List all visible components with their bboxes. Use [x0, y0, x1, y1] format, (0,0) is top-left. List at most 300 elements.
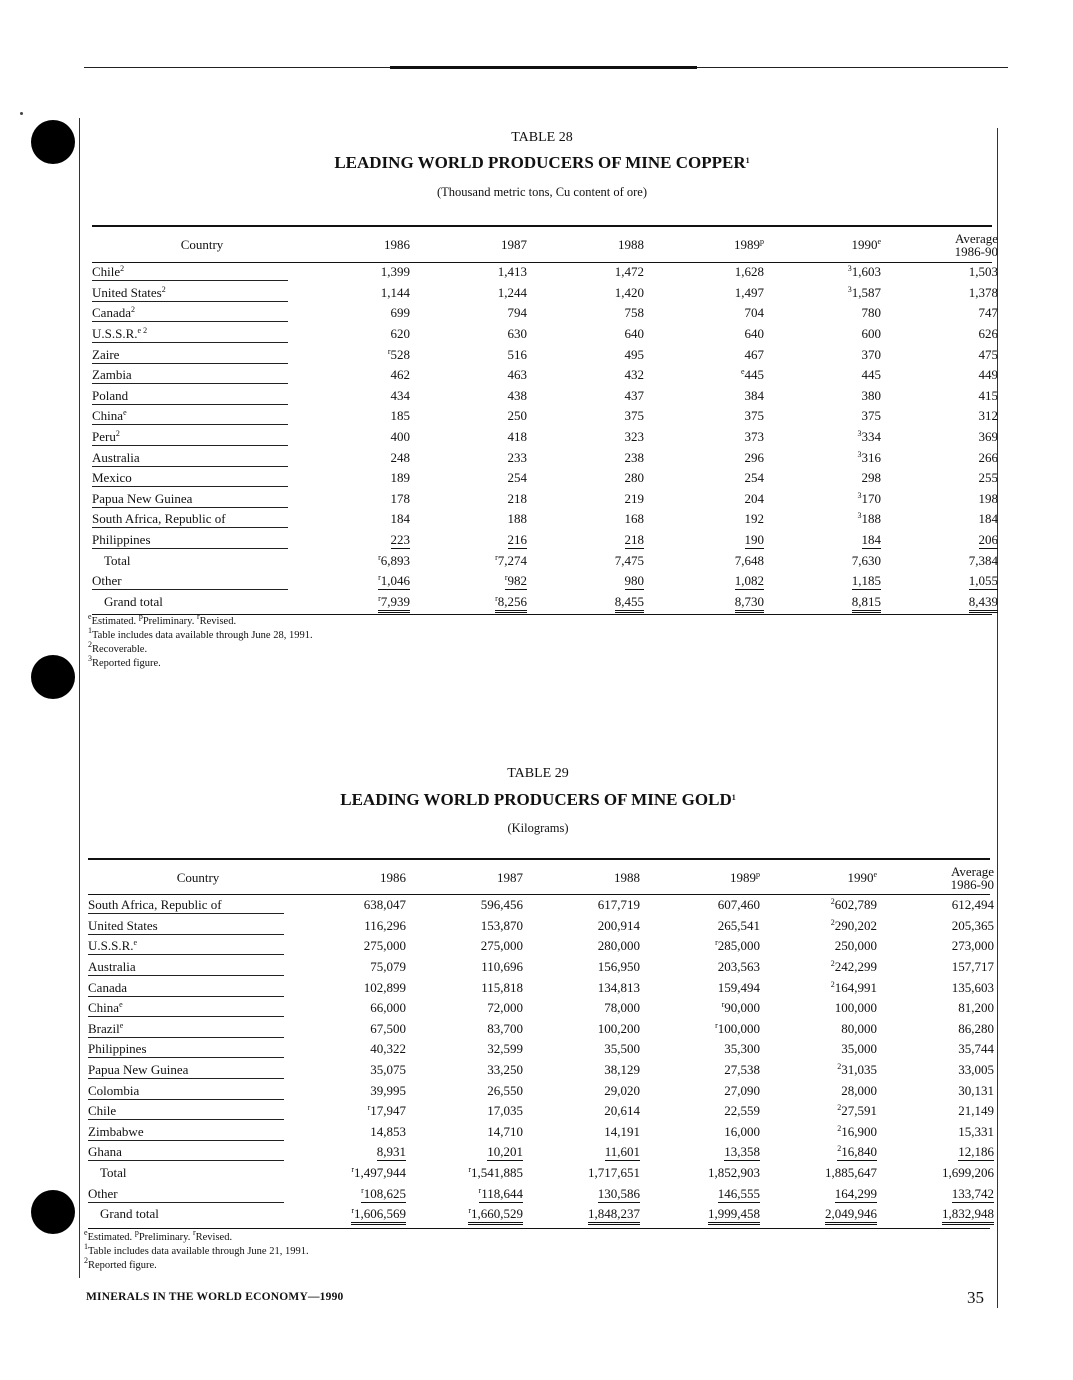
prefix-mark: r	[351, 1206, 354, 1216]
column-header	[523, 861, 640, 895]
value-cell	[760, 1039, 877, 1060]
cell-value	[745, 511, 765, 526]
cell-text: 27,538	[724, 1062, 760, 1078]
cell-text: 780	[861, 305, 881, 321]
cell-value	[508, 491, 528, 506]
cell-text: 1,541,885	[471, 1165, 523, 1181]
cell-value	[370, 1083, 406, 1098]
prefix-mark: 2	[830, 979, 835, 989]
cell-text: 8,730	[734, 593, 764, 609]
title-footnote-mark: 1	[745, 156, 750, 165]
cell-text: 1,587	[851, 284, 881, 300]
cell-value	[848, 285, 881, 300]
cell-text: 14,853	[370, 1123, 406, 1139]
table-29-bottom-rule	[88, 1228, 990, 1229]
cell-value	[391, 491, 411, 506]
value-cell	[881, 530, 998, 551]
cell-value	[370, 959, 406, 974]
column-header	[640, 861, 760, 895]
value-cell	[406, 1142, 523, 1163]
cell-text: 218	[507, 490, 527, 506]
value-cell	[644, 447, 764, 468]
footnote-text: Preliminary.	[142, 616, 197, 627]
row-label	[92, 552, 300, 569]
cell-value	[969, 594, 998, 613]
value-cell	[640, 1183, 760, 1204]
cell-text: 21,149	[958, 1103, 994, 1119]
cell-value	[958, 1144, 994, 1161]
table-row	[92, 468, 998, 489]
value-cell	[523, 1080, 640, 1101]
value-cell	[640, 1163, 760, 1184]
value-cell	[881, 324, 998, 345]
value-cell	[760, 1183, 877, 1204]
value-cell	[644, 571, 764, 592]
cell-text: 67,500	[370, 1020, 406, 1036]
cell-value	[715, 938, 760, 953]
footnote-mark: 2	[120, 264, 125, 274]
cell-value	[837, 1144, 877, 1161]
cell-value	[969, 573, 998, 590]
value-cell	[308, 895, 406, 916]
cell-value	[745, 450, 765, 465]
cell-value	[735, 264, 764, 279]
value-cell	[410, 324, 527, 345]
cell-text: 22,559	[724, 1103, 760, 1119]
cell-text: 116,296	[364, 917, 406, 933]
value-cell	[312, 550, 410, 571]
cell-value	[598, 959, 640, 974]
footnote-line	[88, 654, 313, 671]
row-label	[88, 979, 284, 997]
cell-text: 475	[978, 346, 998, 362]
country-cell	[92, 344, 312, 365]
cell-text: Other	[92, 573, 122, 589]
cell-value	[468, 1206, 523, 1225]
prefix-mark: 2	[830, 917, 835, 927]
cell-value	[370, 1062, 406, 1077]
cell-text: 607,460	[717, 897, 760, 913]
footnote-text: Preliminary.	[138, 1232, 193, 1243]
value-cell	[312, 509, 410, 530]
footnote-mark: 1	[84, 1242, 88, 1251]
row-label	[88, 1082, 284, 1100]
value-cell	[644, 262, 764, 283]
cell-text: 290,202	[834, 917, 877, 933]
value-cell	[877, 977, 994, 998]
row-label	[88, 1205, 296, 1222]
cell-text: 384	[744, 387, 764, 403]
value-cell	[760, 1060, 877, 1081]
table-28-footnotes	[88, 612, 313, 671]
value-cell	[644, 283, 764, 304]
value-cell	[523, 936, 640, 957]
value-cell	[877, 1122, 994, 1143]
value-cell	[527, 489, 644, 510]
value-cell	[881, 427, 998, 448]
cell-text: China	[92, 408, 124, 424]
column-header	[760, 861, 877, 895]
cell-text: 26,550	[487, 1082, 523, 1098]
table-29-gold-producers	[88, 861, 994, 1225]
value-cell	[760, 916, 877, 937]
header-text: 1987	[501, 237, 527, 252]
footnote-line	[88, 626, 313, 643]
footnote-mark: 2	[84, 1256, 88, 1265]
cell-value	[625, 305, 645, 320]
value-cell	[308, 1019, 406, 1040]
cell-text: 168	[624, 511, 644, 527]
value-cell	[760, 895, 877, 916]
row-label	[92, 407, 288, 425]
cell-text: 75,079	[370, 959, 406, 975]
cell-value	[378, 594, 410, 613]
value-cell	[881, 509, 998, 530]
cell-value	[508, 532, 528, 549]
row-label	[92, 490, 288, 508]
value-cell	[523, 1204, 640, 1225]
cell-value	[615, 553, 644, 568]
cell-value	[487, 1021, 523, 1036]
cell-value	[852, 573, 881, 590]
table-29-top-rule	[88, 858, 990, 860]
row-label	[88, 1185, 284, 1203]
value-cell	[644, 489, 764, 510]
value-cell	[308, 1101, 406, 1122]
value-cell	[527, 324, 644, 345]
row-label	[88, 958, 284, 976]
cell-text: 102,899	[363, 979, 406, 995]
row-label	[92, 572, 288, 590]
header-text: Country	[176, 870, 220, 885]
table-row	[88, 1019, 994, 1040]
value-cell	[410, 509, 527, 530]
cell-value	[969, 285, 998, 300]
cell-value	[735, 285, 764, 300]
table-row	[92, 489, 998, 510]
prefix-mark: r	[715, 938, 718, 948]
footnote-mark: e	[123, 408, 127, 418]
footnote-text: Revised.	[199, 616, 237, 627]
country-cell	[88, 916, 308, 937]
cell-value	[825, 1206, 877, 1225]
value-cell	[877, 1204, 994, 1225]
column-header	[527, 228, 644, 262]
cell-value	[508, 367, 528, 382]
value-cell	[312, 262, 410, 283]
cell-text: Ghana	[88, 1144, 122, 1160]
cell-value	[745, 347, 765, 362]
cell-text: 164,991	[834, 979, 877, 995]
country-cell	[92, 406, 312, 427]
cell-value	[351, 1206, 406, 1225]
cell-value	[862, 367, 882, 382]
cell-value	[391, 450, 411, 465]
cell-value	[979, 388, 999, 403]
cell-text: Papua New Guinea	[92, 490, 193, 506]
cell-value	[718, 980, 760, 995]
cell-value	[625, 388, 645, 403]
value-cell	[644, 530, 764, 551]
row-label	[88, 1061, 284, 1079]
cell-text: 1,999,458	[708, 1206, 760, 1222]
table-row	[88, 998, 994, 1019]
table-row	[88, 936, 994, 957]
table-row	[92, 427, 998, 448]
cell-value	[625, 326, 645, 341]
cell-text: 449	[978, 367, 998, 383]
cell-text: 8,815	[851, 593, 881, 609]
table-title: LEADING WORLD PRODUCERS OF MINE GOLD$^1$	[340, 790, 736, 809]
value-cell	[410, 262, 527, 283]
prefix-mark: 2	[837, 1144, 842, 1154]
cell-text: Total	[104, 552, 131, 568]
cell-value	[625, 408, 645, 423]
cell-text: Philippines	[92, 532, 151, 548]
row-label	[92, 469, 288, 487]
footnote-mark: e 2	[137, 326, 148, 336]
value-cell	[877, 936, 994, 957]
value-cell	[764, 406, 881, 427]
cell-text: 602,789	[834, 897, 877, 913]
cell-value	[378, 553, 410, 568]
value-cell	[406, 1039, 523, 1060]
prefix-mark: 2	[837, 1103, 842, 1113]
cell-text: 115,818	[481, 979, 523, 995]
table-row	[92, 509, 998, 530]
cell-text: 16,900	[841, 1123, 877, 1139]
value-cell	[644, 550, 764, 571]
header-text: 1988	[614, 870, 640, 885]
table-28-top-rule	[92, 225, 992, 227]
value-cell	[312, 365, 410, 386]
cell-value	[508, 408, 528, 423]
header-text: 1987	[497, 870, 523, 885]
cell-value	[604, 1103, 640, 1118]
table-row	[88, 1039, 994, 1060]
cell-value	[831, 980, 877, 995]
cell-text: 1,848,237	[588, 1206, 640, 1222]
cell-value	[862, 347, 882, 362]
cell-value	[487, 1103, 523, 1118]
row-label	[92, 387, 288, 405]
table-row	[88, 1183, 994, 1204]
value-cell	[640, 1101, 760, 1122]
cell-value	[487, 1144, 523, 1161]
cell-value	[508, 305, 528, 320]
cell-text: 35,300	[724, 1041, 760, 1057]
cell-text: 14,191	[604, 1123, 640, 1139]
cell-text: 216	[507, 532, 527, 548]
value-cell	[410, 406, 527, 427]
value-cell	[527, 530, 644, 551]
country-cell	[88, 936, 308, 957]
cell-value	[391, 367, 411, 382]
country-cell	[92, 447, 312, 468]
cell-text: 438	[507, 387, 527, 403]
cell-text: Other	[88, 1185, 118, 1201]
value-cell	[764, 303, 881, 324]
cell-text: 72,000	[487, 1000, 523, 1016]
table-row	[92, 365, 998, 386]
footnote-line	[84, 1228, 309, 1245]
table-row	[92, 303, 998, 324]
cell-text: 118,644	[481, 1185, 523, 1201]
value-cell	[406, 936, 523, 957]
value-cell	[523, 1183, 640, 1204]
cell-value	[481, 959, 523, 974]
cell-value	[364, 938, 406, 953]
cell-value	[625, 470, 645, 485]
value-cell	[410, 283, 527, 304]
prefix-mark: r	[721, 1000, 725, 1010]
value-cell	[527, 427, 644, 448]
value-cell	[527, 344, 644, 365]
footnote-mark: e	[119, 1000, 123, 1010]
table-row	[88, 1060, 994, 1081]
table-subtitle: (Thousand metric tons, Cu content of ore)	[436, 185, 648, 199]
prefix-mark: 2	[830, 897, 835, 907]
value-cell	[877, 895, 994, 916]
table-row	[88, 1122, 994, 1143]
cell-value	[724, 1124, 760, 1139]
country-cell	[92, 530, 312, 551]
country-cell	[92, 571, 312, 592]
punch-hole-bottom	[31, 1190, 75, 1234]
value-cell	[760, 1163, 877, 1184]
value-cell	[881, 468, 998, 489]
value-cell	[312, 447, 410, 468]
cell-text: U.S.S.R.	[92, 326, 138, 342]
cell-text: 640	[744, 326, 764, 342]
cell-text: 86,280	[958, 1020, 994, 1036]
value-cell	[523, 1060, 640, 1081]
value-cell	[764, 427, 881, 448]
header-row	[92, 228, 998, 262]
cell-value	[604, 1041, 640, 1056]
footnote-mark: e	[133, 938, 138, 948]
cell-value	[745, 326, 765, 341]
footnote-mark: 2	[130, 305, 135, 315]
cell-text: 130,586	[597, 1185, 640, 1201]
cell-value	[508, 450, 528, 465]
value-cell	[764, 530, 881, 551]
cell-text: 80,000	[841, 1020, 877, 1036]
row-label	[88, 1164, 296, 1181]
cell-value	[391, 429, 411, 444]
cell-value	[862, 532, 882, 549]
value-cell	[527, 592, 644, 613]
value-cell	[523, 1142, 640, 1163]
cell-value	[370, 1041, 406, 1056]
cell-value	[708, 1206, 760, 1225]
row-label	[92, 325, 288, 343]
cell-value	[508, 326, 528, 341]
footnote-text: Estimated.	[87, 1232, 135, 1243]
header-text: 1988	[618, 237, 644, 252]
cell-value	[952, 897, 994, 912]
cell-value	[361, 1186, 406, 1203]
country-cell	[88, 1039, 308, 1060]
header-text: 1986-90	[950, 877, 994, 892]
cell-text: 8,931	[376, 1144, 406, 1160]
value-cell	[764, 509, 881, 530]
value-cell	[527, 283, 644, 304]
cell-value	[598, 1021, 640, 1036]
value-cell	[308, 957, 406, 978]
table-row	[92, 262, 998, 283]
cell-text: 8,256	[497, 593, 527, 609]
cell-value	[979, 532, 999, 549]
header-superscript: e	[873, 870, 877, 879]
value-cell	[760, 1142, 877, 1163]
value-cell	[881, 386, 998, 407]
cell-value	[958, 1103, 994, 1118]
value-cell	[406, 1204, 523, 1225]
cell-value	[724, 1041, 760, 1056]
footnote-line	[88, 612, 313, 629]
cell-text: 100,000	[834, 1000, 877, 1016]
cell-text: 184	[390, 511, 410, 527]
row-label	[92, 263, 288, 281]
cell-text: 8,439	[968, 593, 998, 609]
cell-value	[381, 285, 410, 300]
cell-text: 35,075	[370, 1062, 406, 1078]
cell-text: 467	[744, 346, 764, 362]
value-cell	[644, 303, 764, 324]
prefix-mark: r	[468, 1165, 471, 1175]
cell-text: 164,299	[834, 1185, 877, 1201]
value-cell	[410, 427, 527, 448]
value-cell	[312, 406, 410, 427]
cell-value	[351, 1165, 406, 1180]
cell-text: 1,885,647	[825, 1165, 877, 1181]
header-text: 1989	[734, 237, 760, 252]
cell-value	[715, 1021, 760, 1036]
value-cell	[644, 365, 764, 386]
cell-text: 27,090	[724, 1082, 760, 1098]
cell-text: 528	[390, 346, 410, 362]
cell-text: 275,000	[480, 938, 523, 954]
value-cell	[644, 509, 764, 530]
cell-text: 15,331	[958, 1123, 994, 1139]
prefix-mark: r	[495, 552, 498, 562]
value-cell	[308, 1080, 406, 1101]
cell-text: 219	[624, 490, 644, 506]
value-cell	[760, 1204, 877, 1225]
cell-text: 29,020	[604, 1082, 640, 1098]
cell-value	[388, 347, 410, 362]
row-label	[92, 346, 288, 364]
cell-text: 146,555	[717, 1185, 760, 1201]
cell-value	[625, 511, 645, 526]
value-cell	[406, 895, 523, 916]
header-text: 1986	[384, 237, 410, 252]
cell-value	[468, 1165, 523, 1180]
cell-text: 275,000	[363, 938, 406, 954]
value-cell	[644, 427, 764, 448]
cell-text: 7,939	[380, 593, 410, 609]
country-cell	[92, 427, 312, 448]
value-cell	[877, 1101, 994, 1122]
prefix-mark: r	[715, 1020, 718, 1030]
cell-text: 33,005	[958, 1062, 994, 1078]
cell-text: 1,046	[380, 573, 410, 589]
column-header	[410, 228, 527, 262]
prefix-mark: r	[361, 1185, 364, 1195]
cell-value	[625, 573, 645, 590]
value-cell	[312, 592, 410, 613]
